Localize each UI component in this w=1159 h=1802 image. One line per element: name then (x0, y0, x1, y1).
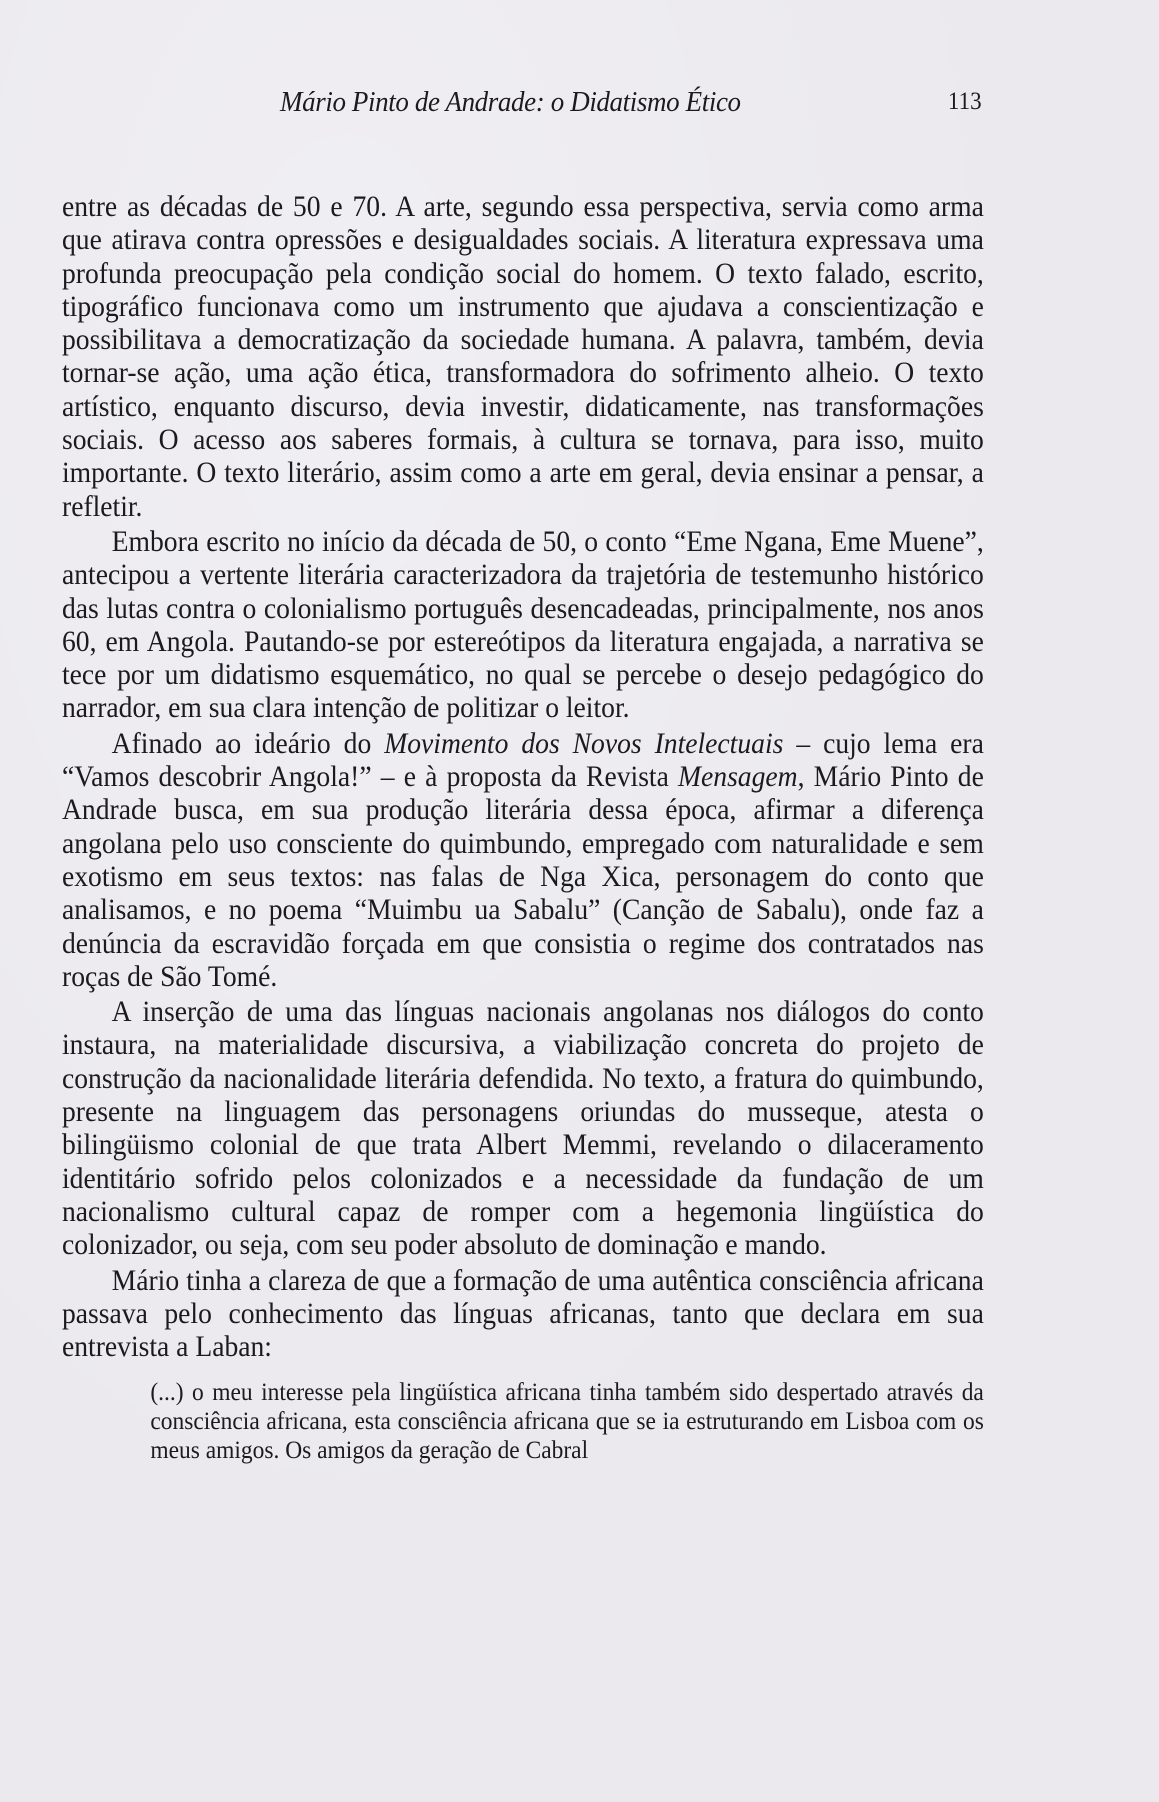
paragraph-2: Embora escrito no início da década de 50, o conto “Eme Ngana, Eme Muene”, antecipou a vertente literária caracterizadora da trajetória de testemunho histórico das lutas contra o colonialismo português desencadeadas, principalmente, nos anos 60, em Angola. Pautando-se por estereótipos da literatura engajada, a narrativa se tece por um didatismo esquemático, no qual se percebe o desejo pedagógico do narrador, em sua clara intenção de politizar o leitor. (62, 524, 984, 725)
paragraph-1: entre as décadas de 50 e 70. A arte, segundo essa perspectiva, servia como arma que atirava contra opressões e desigualdades sociais. A literatura expressava uma profunda preocupação pela condição social do homem. O texto falado, escrito, tipográfico funcionava como um instrumento que ajudava a conscientização e possibilitava a democratização da sociedade humana. A palavra, também, devia tornar-se ação, uma ação ética, transformadora do sofrimento alheio. O texto artístico, enquanto discurso, devia investir, didaticamente, nas transformações sociais. O acesso aos saberes formais, à cultura se tornava, para isso, muito importante. O texto literário, assim como a arte em geral, devia ensinar a pensar, a refletir. (62, 190, 984, 523)
running-header (62, 86, 984, 126)
body-text (62, 190, 984, 1464)
paragraph-4: A inserção de uma das línguas nacionais angolanas nos diálogos do conto instaura, na materialidade discursiva, a viabilização concreta do projeto de construção da nacionalidade literária defendida. No texto, a fratura do quimbundo, presente na linguagem das personagens oriundas do musseque, atesta o bilingüismo colonial de que trata Albert Memmi, revelando o dilaceramento identitário sofrido pelos colonizados e a necessidade da fundação de um nacionalismo cultural capaz de romper com a hegemonia lingüística do colonizador, ou seja, com seu poder absoluto de dominação e mando. (62, 995, 984, 1262)
paragraph-3-text: Afinado ao ideário do (111, 726, 385, 760)
magazine-name-italic: Mensagem (678, 760, 798, 794)
paragraph-3-text: – cujo lema era “Vamos descobrir Angola!” – e à proposta da Revista (62, 726, 984, 794)
paragraph-3 (62, 727, 984, 993)
paragraph-3-text: , Mário Pinto de Andrade busca, em sua produção literária dessa época, afirmar a diferença angolana pelo uso consciente do quimbundo, empregado com naturalidade e sem exotismo em seus textos: nas falas de Nga Xica, personagem do conto que analisamos, e no poema “Muimbu ua Sabalu” (Canção de Sabalu), onde faz a denúncia da escravidão forçada em que consistia o regime dos contratados nas roças de São Tomé. (62, 760, 984, 993)
movement-name-italic: Movimento dos Novos Intelectuais (384, 726, 784, 760)
block-quote: (...) o meu interesse pela lingüística africana tinha também sido despertado através da consciência africana, esta consciência africana que se ia estruturando em Lisboa com os meus amigos. Os amigos da geração de Cabral (150, 1377, 984, 1465)
page-number: 113 (948, 88, 982, 115)
paragraph-5: Mário tinha a clareza de que a formação de uma autêntica consciência africana passava pelo conhecimento das línguas africanas, tanto que declara em sua entrevista a Laban: (62, 1263, 984, 1364)
running-title: Mário Pinto de Andrade: o Didatismo Ético (280, 86, 741, 118)
